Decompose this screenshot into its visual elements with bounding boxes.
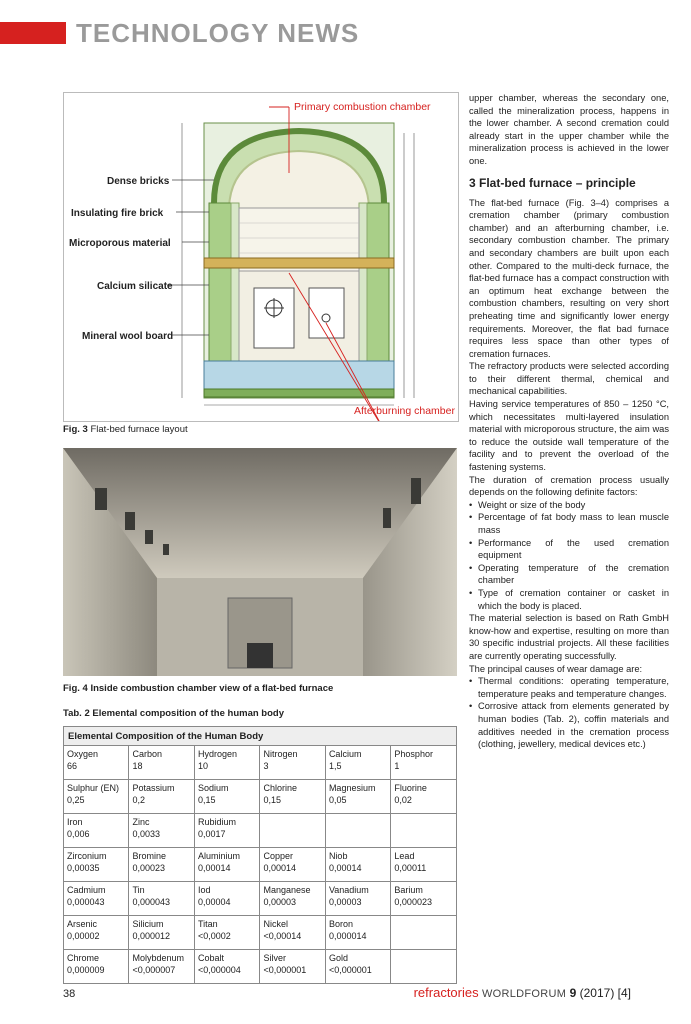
element-name: Gold (328, 953, 348, 963)
table-cell (391, 882, 457, 916)
element-name: Calcium (328, 749, 362, 759)
table-row (64, 916, 457, 950)
label-mineral-wool: Mineral wool board (82, 331, 174, 342)
table-row (64, 950, 457, 984)
element-value: 18 (132, 761, 143, 771)
element-value: 0,000043 (132, 897, 171, 907)
paragraph: The material selection is based on Rath GmbH know-how and expertise, resulting on more than 30 specific industrial projects. All these facilities are currently operating successfully. (469, 613, 669, 661)
element-name: Titan (197, 919, 218, 929)
table-cell (129, 780, 194, 814)
element-value: 0,0033 (132, 829, 161, 839)
label-calcium-silicate: Calcium silicate (97, 281, 173, 292)
paragraph: The duration of cremation process usually depends on the following definite factors: (469, 474, 669, 498)
section-title: TECHNOLOGY NEWS (76, 18, 360, 48)
element-name: Iron (67, 817, 83, 827)
table-cell (391, 746, 457, 780)
table-cell (391, 916, 457, 950)
element-name: Barium (394, 885, 423, 895)
element-value: 0,00035 (67, 863, 100, 873)
element-value: 0,000012 (132, 931, 171, 941)
label-afterburning-chamber: Afterburning chamber (354, 405, 455, 417)
table-cell (260, 950, 325, 984)
figure-furnace-layout (63, 92, 459, 422)
table-cell (64, 882, 129, 916)
list-item: • Weight or size of the body (469, 499, 669, 512)
list-item: • Corrosive attack from elements generated by human bodies (Tab. 2), coffin materials and additives needed in the cremation process (clothing, jewellery, medical devices etc.) (469, 700, 669, 750)
element-name: Nitrogen (263, 749, 298, 759)
element-value: 0,00014 (263, 863, 296, 873)
element-name: Phosphor (394, 749, 433, 759)
table-cell (64, 746, 129, 780)
paragraph: The refractory products were selected according to their different thermal, chemical and mechanical capabilities. (469, 361, 669, 397)
fig3-caption: Fig. 3 Flat-bed furnace layout (63, 424, 188, 435)
element-value: 0,00003 (263, 897, 296, 907)
label-primary-chamber: Primary combustion chamber (294, 101, 431, 113)
element-name: Niob (328, 851, 348, 861)
table-cell (391, 780, 457, 814)
element-name: Sulphur (EN) (67, 783, 120, 793)
journal-footer (414, 985, 631, 1000)
list-item: • Performance of the used cremation equipment (469, 537, 669, 562)
table-cell (260, 814, 325, 848)
table-cell (64, 950, 129, 984)
paragraph: upper chamber, whereas the secondary one, called the mineralization process, happens in the lower chamber. A second cremation could already start in the upper chamber while the mineralization process is achieved in the lower one. (469, 93, 669, 166)
element-name: Silicium (132, 919, 164, 929)
element-name: Zinc (132, 817, 150, 827)
element-value: 0,000014 (328, 931, 367, 941)
element-name: Vanadium (328, 885, 369, 895)
table-cell (325, 780, 390, 814)
element-value: 1,5 (328, 761, 342, 771)
table-cell (194, 916, 259, 950)
table-cell (194, 848, 259, 882)
fig4-caption: Fig. 4 Inside combustion chamber view of a flat-bed furnace (63, 683, 334, 694)
table-cell (64, 848, 129, 882)
element-name: Cobalt (197, 953, 224, 963)
element-name: Bromine (132, 851, 166, 861)
element-name: Potassium (132, 783, 175, 793)
table-cell (129, 950, 194, 984)
element-name: Silver (263, 953, 286, 963)
list-item: • Thermal conditions: operating temperature, temperature peaks and temperature changes. (469, 675, 669, 700)
element-value: 0,00014 (328, 863, 362, 873)
table-row (64, 780, 457, 814)
element-value: 0,0017 (197, 829, 226, 839)
element-value: 0,006 (67, 829, 90, 839)
table-cell (391, 814, 457, 848)
element-value: 10 (197, 761, 208, 771)
element-value: 0,05 (328, 795, 347, 805)
table-cell (325, 916, 390, 950)
table-cell (391, 950, 457, 984)
element-value: <0,00014 (263, 931, 302, 941)
element-name: Magnesium (328, 783, 376, 793)
element-name: Lead (394, 851, 415, 861)
label-insulating-brick: Insulating fire brick (71, 208, 164, 219)
table-row (64, 814, 457, 848)
furnace-diagram (64, 93, 458, 421)
element-name: Sodium (197, 783, 229, 793)
element-name: Iod (197, 885, 211, 895)
element-value: 66 (67, 761, 78, 771)
element-value: 0,000009 (67, 965, 105, 975)
table-caption: Tab. 2 Elemental composition of the human body (63, 708, 284, 719)
element-value: <0,0002 (197, 931, 231, 941)
table-cell (64, 814, 129, 848)
element-value: 0,00011 (394, 863, 427, 873)
label-microporous: Microporous material (69, 238, 171, 249)
table-header: Elemental Composition of the Human Body (64, 727, 457, 746)
table-cell (391, 848, 457, 882)
element-value: <0,000007 (132, 965, 176, 975)
table-cell (129, 882, 194, 916)
element-value: 3 (263, 761, 269, 771)
table-cell (129, 916, 194, 950)
element-value: <0,000001 (263, 965, 307, 975)
element-value: 0,00003 (328, 897, 362, 907)
issue-number: 9 (569, 986, 577, 1000)
brand-worldforum: WORLDFORUM (481, 988, 567, 1000)
table-cell (194, 882, 259, 916)
list-item: • Type of cremation container or casket in which the body is placed. (469, 587, 669, 612)
table-cell (260, 746, 325, 780)
element-name: Chrome (67, 953, 100, 963)
element-value: <0,000004 (197, 965, 241, 975)
wear-causes-list (469, 675, 669, 751)
table-cell (325, 848, 390, 882)
element-value: 0,2 (132, 795, 145, 805)
list-item: • Percentage of fat body mass to lean muscle mass (469, 511, 669, 536)
table-cell (325, 882, 390, 916)
table-cell (129, 746, 194, 780)
page-number: 38 (63, 988, 76, 1000)
elemental-composition-table (63, 726, 457, 984)
element-name: Hydrogen (197, 749, 237, 759)
table-cell (64, 780, 129, 814)
element-value: 0,15 (197, 795, 216, 805)
table-cell (194, 950, 259, 984)
paragraph: Having service temperatures of 850 – 1250 °C, which necessitates multi-layered insulation material with microporous structure, the aim was to reduce the outside wall temperature of the facility and to prevent the overload of the fastening systems. (469, 399, 669, 473)
element-name: Oxygen (67, 749, 99, 759)
right-column-text (469, 92, 669, 751)
element-value: 0,00023 (132, 863, 166, 873)
element-name: Rubidium (197, 817, 236, 827)
element-name: Arsenic (67, 919, 98, 929)
element-value: 0,000023 (394, 897, 432, 907)
element-value: 0,15 (263, 795, 281, 805)
label-dense-bricks: Dense bricks (107, 176, 170, 187)
table-cell (129, 848, 194, 882)
element-name: Carbon (132, 749, 163, 759)
element-name: Chlorine (263, 783, 297, 793)
element-value: 1 (394, 761, 400, 771)
element-name: Boron (328, 919, 353, 929)
element-name: Cadmium (67, 885, 106, 895)
header-accent-bar (0, 22, 66, 44)
table-cell (325, 746, 390, 780)
element-name: Fluorine (394, 783, 427, 793)
table-cell (325, 814, 390, 848)
factor-list (469, 499, 669, 612)
element-value: 0,00002 (67, 931, 100, 941)
element-value: 0,25 (67, 795, 85, 805)
element-value: 0,02 (394, 795, 412, 805)
issue-year: (2017) [4] (579, 986, 631, 1000)
element-name: Nickel (263, 919, 288, 929)
table-cell (194, 814, 259, 848)
element-value: 0,00014 (197, 863, 231, 873)
element-value: <0,000001 (328, 965, 372, 975)
element-name: Zirconium (67, 851, 107, 861)
photo-combustion-chamber (63, 448, 457, 676)
element-name: Molybdenum (132, 953, 185, 963)
brand-refractories: refractories (413, 985, 479, 1000)
table-cell (260, 916, 325, 950)
table-row (64, 882, 457, 916)
table-row (64, 848, 457, 882)
element-value: 0,00004 (197, 897, 231, 907)
paragraph: The principal causes of wear damage are: (469, 663, 643, 674)
table-row (64, 746, 457, 780)
table-cell (194, 780, 259, 814)
table-cell (260, 848, 325, 882)
element-name: Copper (263, 851, 293, 861)
table-cell (129, 814, 194, 848)
table-cell (64, 916, 129, 950)
element-name: Aluminium (197, 851, 240, 861)
element-name: Manganese (263, 885, 311, 895)
table-cell (325, 950, 390, 984)
table-cell (260, 780, 325, 814)
element-value: 0,000043 (67, 897, 105, 907)
paragraph: The flat-bed furnace (Fig. 3–4) comprises a cremation chamber (primary combustion chamber) and an afterburning chamber, i.e. secondary combustion chamber. The primary and secondary chambers are built upon each other. Compared to the multi-deck furnace, the flat-bed furnace has a compact construction with an optimum heat exchange between the combustion chambers, resulting on very short preheating time and significantly lower energy requirements. Moreover, the flat bad furnace requires less space than other types of cremation furnaces. (469, 197, 669, 359)
element-name: Tin (132, 885, 145, 895)
table-cell (260, 882, 325, 916)
table-cell (194, 746, 259, 780)
list-item: • Operating temperature of the cremation chamber (469, 562, 669, 587)
section-heading: 3 Flat-bed furnace – principle (469, 175, 636, 190)
chamber-photo-illustration (63, 448, 457, 676)
